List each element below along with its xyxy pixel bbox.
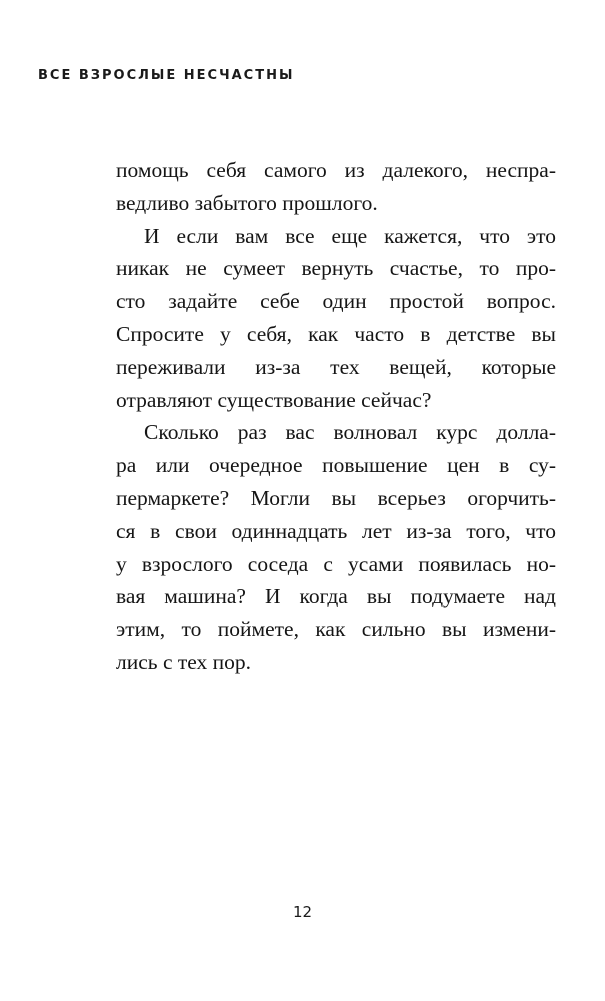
text-line: помощь себя самого из далекого, неспра- xyxy=(116,158,556,182)
text-line: этим, то поймете, как сильно вы измени- xyxy=(116,617,556,642)
text-line: пермаркете? Могли вы всерьез огорчить- xyxy=(116,485,556,510)
text-line: Спросите у себя, как часто в детстве вы xyxy=(116,321,556,346)
body-text xyxy=(116,154,556,679)
text-line: сто задайте себе один простой вопрос. xyxy=(116,289,556,314)
text-line: у взрослого соседа с усами появилась но- xyxy=(116,551,556,576)
page-number: 12 xyxy=(292,903,313,921)
text-line: И если вам все еще кажется, что это xyxy=(144,223,556,248)
text-line: ся в свои одиннадцать лет из-за того, что xyxy=(116,518,556,543)
text-line: лись с тех пор. xyxy=(116,649,252,674)
text-line: вая машина? И когда вы подумаете над xyxy=(116,584,556,609)
text-line: ра или очередное повышение цен в су- xyxy=(116,453,556,478)
running-header: ВСЕ ВЗРОСЛЫЕ НЕСЧАСТНЫ xyxy=(38,68,295,83)
text-line: Сколько раз вас волновал курс долла- xyxy=(144,420,556,445)
text-line: ведливо забытого прошлого. xyxy=(116,190,378,215)
text-line: переживали из-за тех вещей, которые xyxy=(116,354,556,379)
text-line: отравляют существование сейчас? xyxy=(116,387,432,412)
text-line: никак не сумеет вернуть счастье, то про- xyxy=(116,256,556,281)
